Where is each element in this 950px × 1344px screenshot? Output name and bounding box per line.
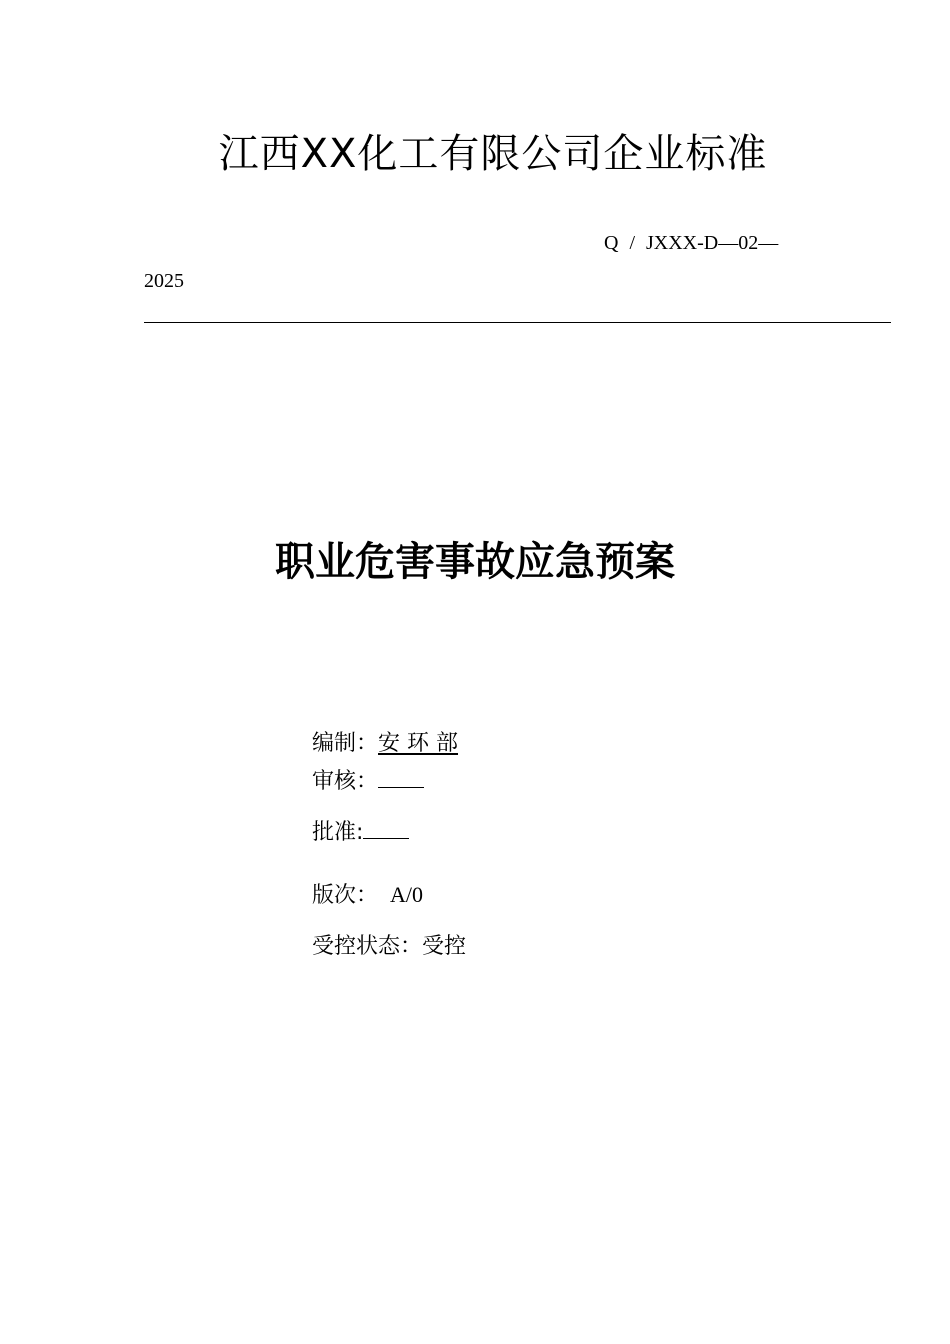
version-value: A/0 — [390, 882, 424, 907]
control-status-row — [312, 929, 466, 960]
company-standard-title: 江西XX化工有限公司企业标准 — [218, 131, 768, 177]
document-code-year: 2025 — [144, 270, 184, 292]
reviewed-by-row — [312, 764, 424, 795]
reviewed-by-blank — [378, 786, 424, 788]
approved-by-row — [312, 815, 409, 846]
compiled-by-row — [312, 726, 458, 757]
approved-by-label: 批准: — [312, 820, 364, 845]
document-code: Q / JXXX-D—02— — [604, 232, 779, 254]
compiled-by-value: 安 环 部 — [378, 731, 459, 756]
compiled-by-label: 编制： — [312, 731, 379, 756]
control-status-value: 受控 — [422, 934, 467, 959]
control-status-label: 受控状态： — [312, 934, 423, 959]
version-row — [312, 878, 423, 909]
reviewed-by-label: 审核： — [312, 769, 379, 794]
version-label: 版次： — [312, 883, 379, 908]
approved-by-blank — [363, 837, 409, 839]
document-title: 职业危害事故应急预案 — [275, 539, 675, 585]
header-divider — [144, 322, 891, 323]
